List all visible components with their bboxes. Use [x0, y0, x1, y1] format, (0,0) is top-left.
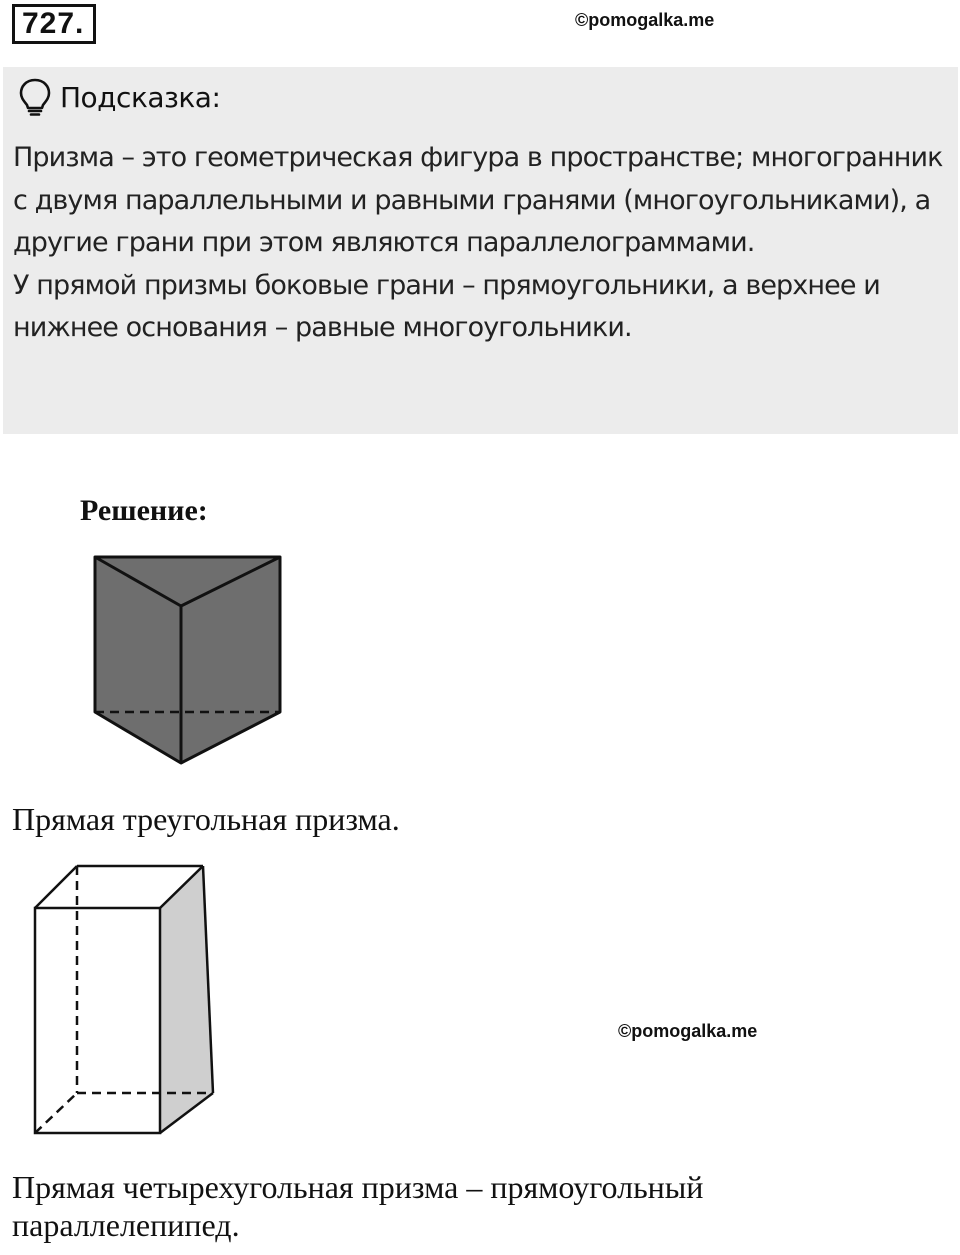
problem-number: 727.: [12, 4, 96, 44]
triangular-prism-figure: [88, 550, 288, 770]
caption-triangular-prism: Прямая треугольная призма.: [12, 801, 400, 837]
hint-text: [13, 137, 953, 350]
hint-header: [17, 77, 220, 117]
hint-box: [3, 67, 958, 434]
watermark-middle: ©pomogalka.me: [618, 1021, 758, 1041]
caption-rectangular-prism: Прямая четырехугольная призма – прямоугольный параллелепипед.: [12, 1169, 704, 1243]
hint-paragraph: У прямой призмы боковые грани – прямоугольники, а верхнее и нижнее основания – равные многоугольники.: [13, 269, 880, 343]
lightbulb-icon: [17, 77, 53, 117]
hint-paragraph: Призма – это геометрическая фигура в пространстве; многогранник с двумя параллельными и равными гранями (многоугольниками), а другие грани при этом являются параллелограммами.: [13, 142, 943, 258]
rectangular-prism-figure: [28, 858, 223, 1143]
watermark-top: ©pomogalka.me: [575, 10, 715, 30]
hint-title: Подсказка:: [60, 80, 221, 114]
solution-title: Решение:: [80, 494, 208, 527]
